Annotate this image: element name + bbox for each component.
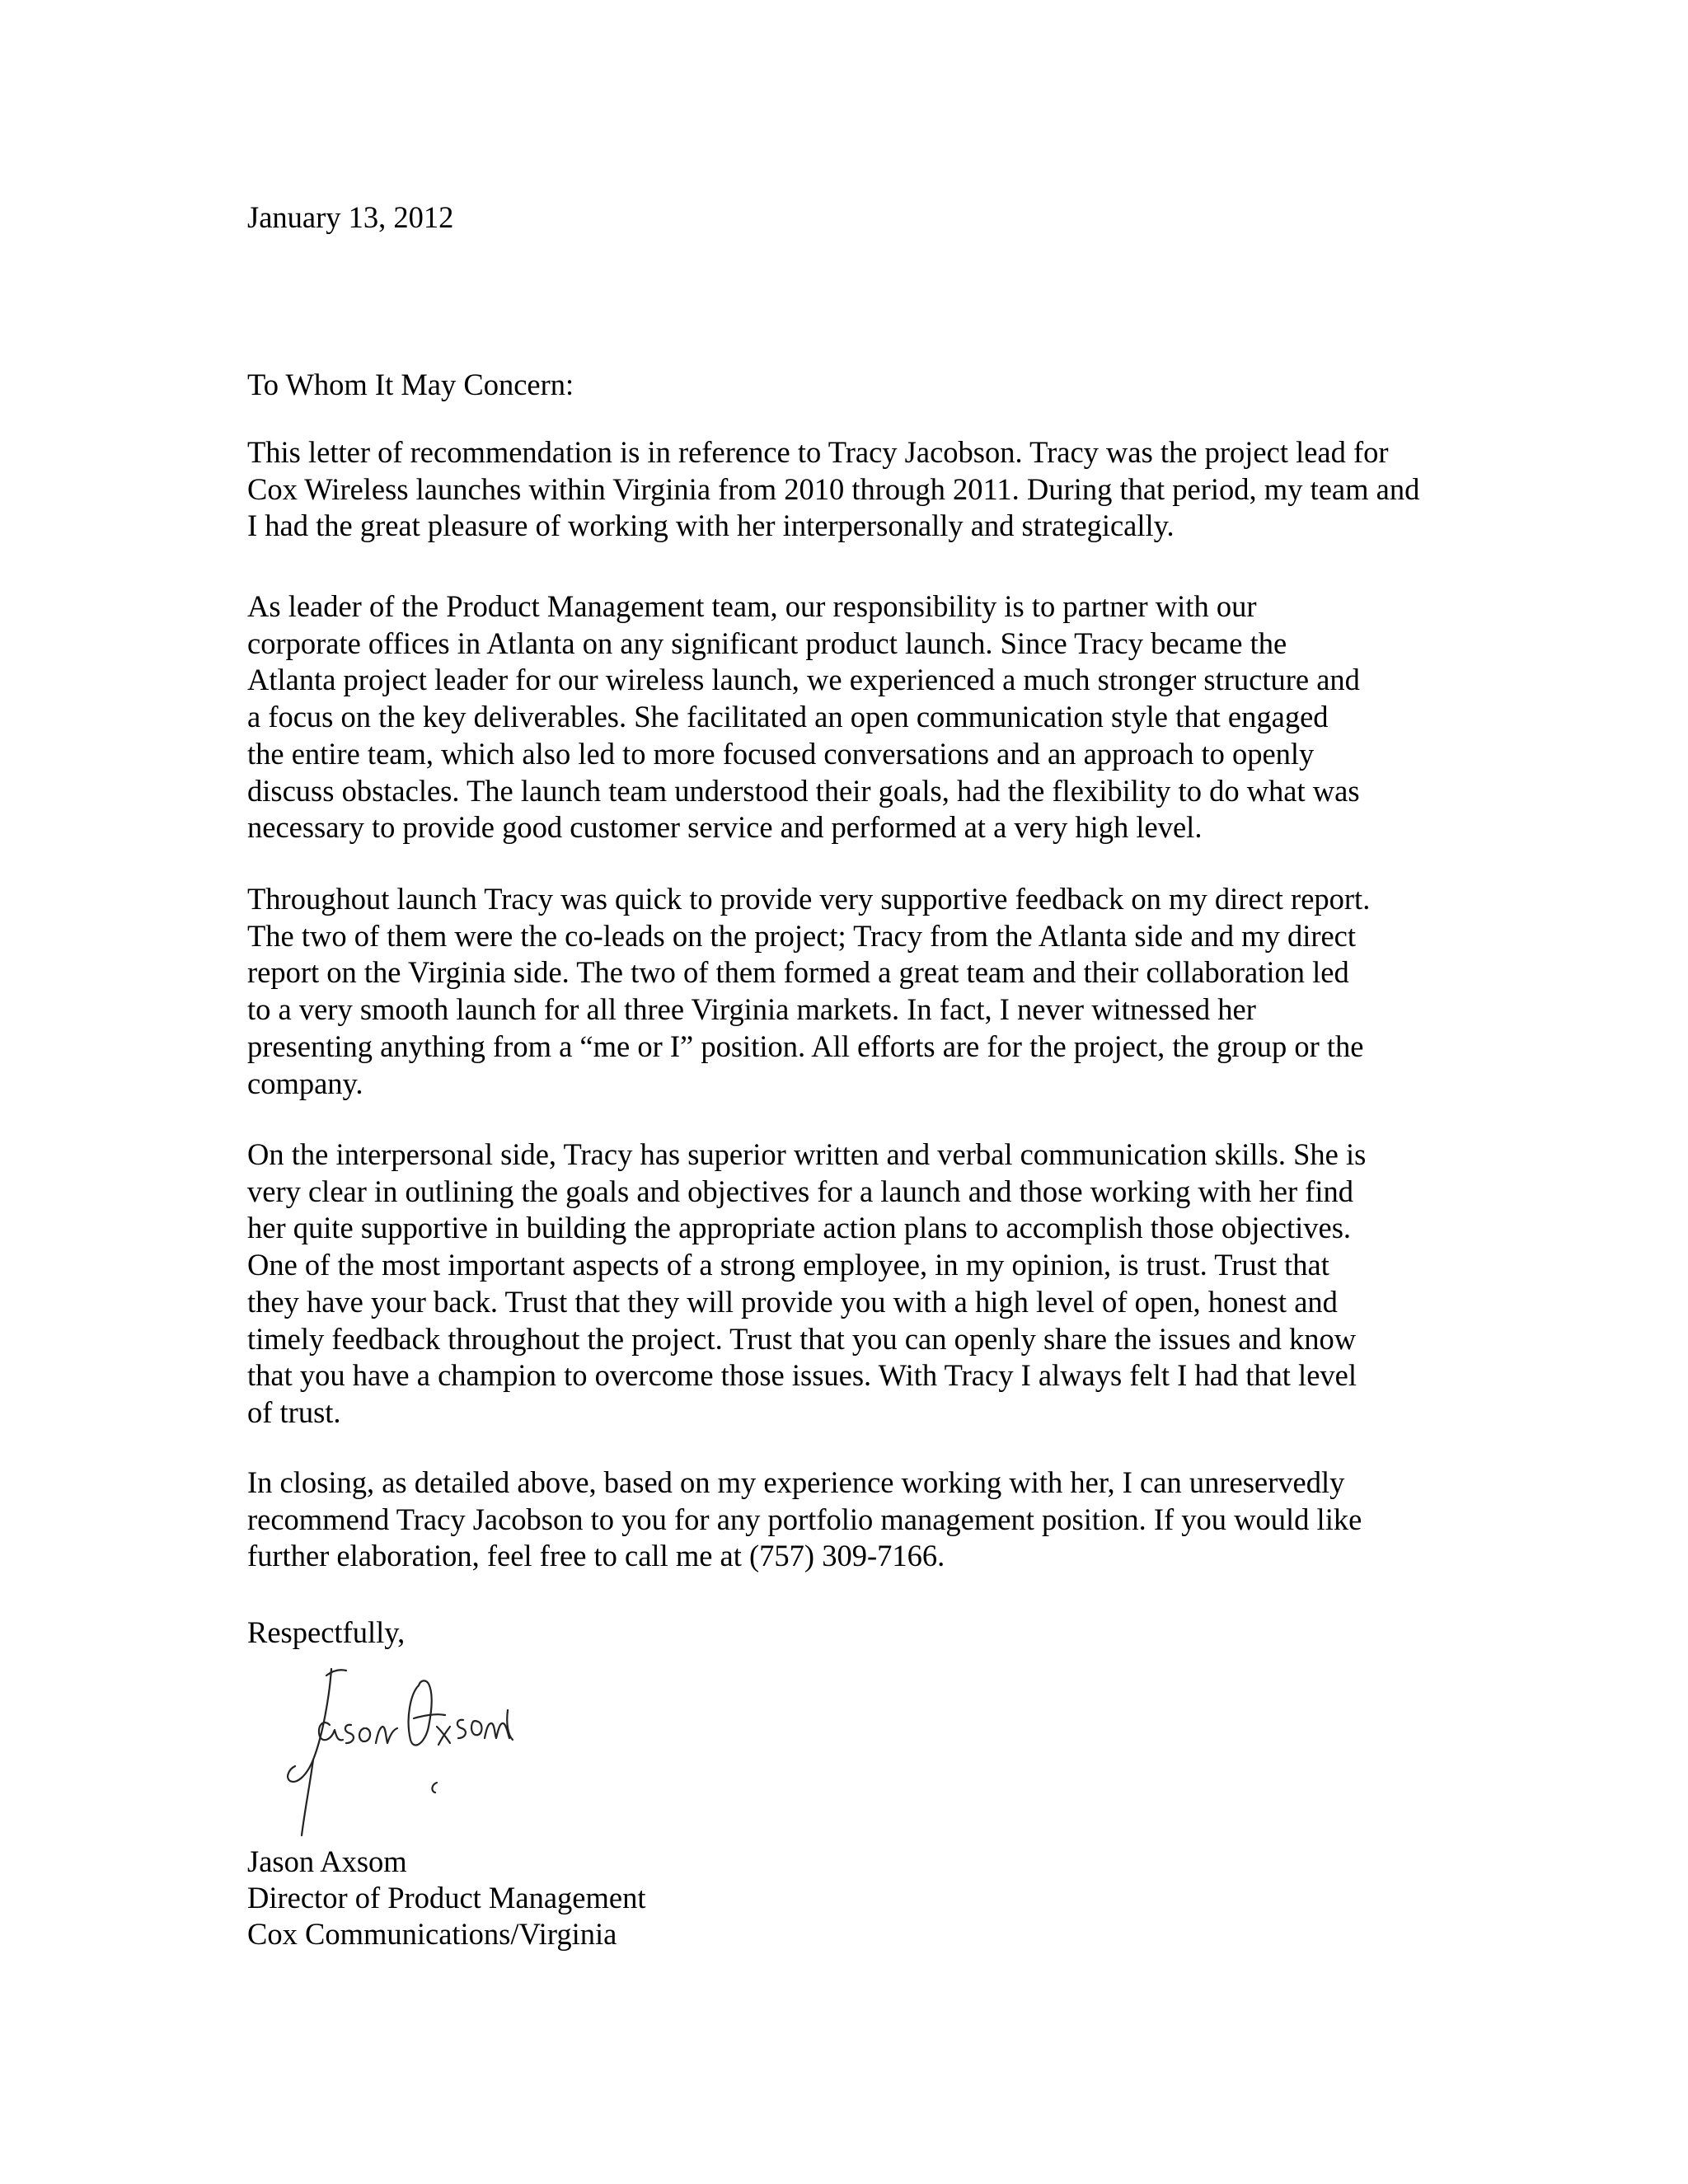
paragraph-line: One of the most important aspects of a strong employee, in my opinion, is trust. Trust that: [247, 1248, 1329, 1282]
signer-name: Jason Axsom: [247, 1844, 407, 1878]
paragraph-line: report on the Virginia side. The two of them formed a great team and their collaboration led: [247, 955, 1349, 990]
paragraph-line: necessary to provide good customer service and performed at a very high level.: [247, 810, 1203, 845]
handwritten-signature: [272, 1661, 519, 1842]
paragraph-interpersonal: [247, 1137, 1459, 1432]
paragraph-line: This letter of recommendation is in reference to Tracy Jacobson. Tracy was the project lead for: [247, 435, 1389, 469]
paragraph-line: On the interpersonal side, Tracy has superior written and verbal communication skills. She is: [247, 1137, 1367, 1171]
paragraph-line: a focus on the key deliverables. She facilitated an open communication style that engaged: [247, 700, 1329, 734]
paragraph-closing-recommendation: [247, 1465, 1459, 1575]
paragraph-launch-feedback: [247, 881, 1459, 1102]
paragraph-line: discuss obstacles. The launch team understood their goals, had the flexibility to do what was: [247, 773, 1360, 808]
paragraph-line: further elaboration, feel free to call me at (757) 309-7166.: [247, 1539, 945, 1573]
paragraph-line: that you have a champion to overcome those issues. With Tracy I always felt I had that level: [247, 1358, 1357, 1393]
paragraph-line: The two of them were the co-leads on the project; Tracy from the Atlanta side and my direct: [247, 918, 1357, 953]
paragraph-line: I had the great pleasure of working with her interpersonally and strategically.: [247, 509, 1175, 543]
paragraph-line: very clear in outlining the goals and objectives for a launch and those working with her find: [247, 1174, 1354, 1208]
paragraph-introduction: [247, 434, 1459, 545]
paragraph-line: Cox Wireless launches within Virginia from 2010 through 2011. During that period, my team and: [247, 471, 1420, 506]
paragraph-line: they have your back. Trust that they will provide you with a high level of open, honest and: [247, 1284, 1338, 1319]
paragraph-line: timely feedback throughout the project. Trust that you can openly share the issues and know: [247, 1321, 1357, 1356]
paragraph-line: corporate offices in Atlanta on any significant product launch. Since Tracy became the: [247, 626, 1287, 660]
paragraph-line: the entire team, which also led to more focused conversations and an approach to openly: [247, 736, 1315, 771]
paragraph-line: As leader of the Product Management team, our responsibility is to partner with our: [247, 589, 1257, 623]
paragraph-line: presenting anything from a “me or I” position. All efforts are for the project, the group or the: [247, 1029, 1364, 1063]
paragraph-line: In closing, as detailed above, based on my experience working with her, I can unreservedly: [247, 1465, 1345, 1499]
paragraph-line: recommend Tracy Jacobson to you for any portfolio management position. If you would like: [247, 1502, 1362, 1536]
paragraph-line: Throughout launch Tracy was quick to provide very supportive feedback on my direct report.: [247, 882, 1371, 916]
signer-company: Cox Communications/Virginia: [247, 1917, 617, 1951]
letter-date: January 13, 2012: [247, 200, 454, 234]
paragraph-line: of trust.: [247, 1394, 341, 1429]
paragraph-line: company.: [247, 1066, 363, 1100]
paragraph-product-management: [247, 588, 1459, 846]
paragraph-line: her quite supportive in building the appropriate action plans to accomplish those objectives.: [247, 1211, 1352, 1245]
paragraph-line: to a very smooth launch for all three Virginia markets. In fact, I never witnessed her: [247, 992, 1256, 1027]
paragraph-line: Atlanta project leader for our wireless launch, we experienced a much stronger structure and: [247, 663, 1360, 697]
signer-title: Director of Product Management: [247, 1881, 646, 1915]
salutation: To Whom It May Concern:: [247, 368, 574, 401]
complimentary-close: Respectfully,: [247, 1615, 406, 1649]
